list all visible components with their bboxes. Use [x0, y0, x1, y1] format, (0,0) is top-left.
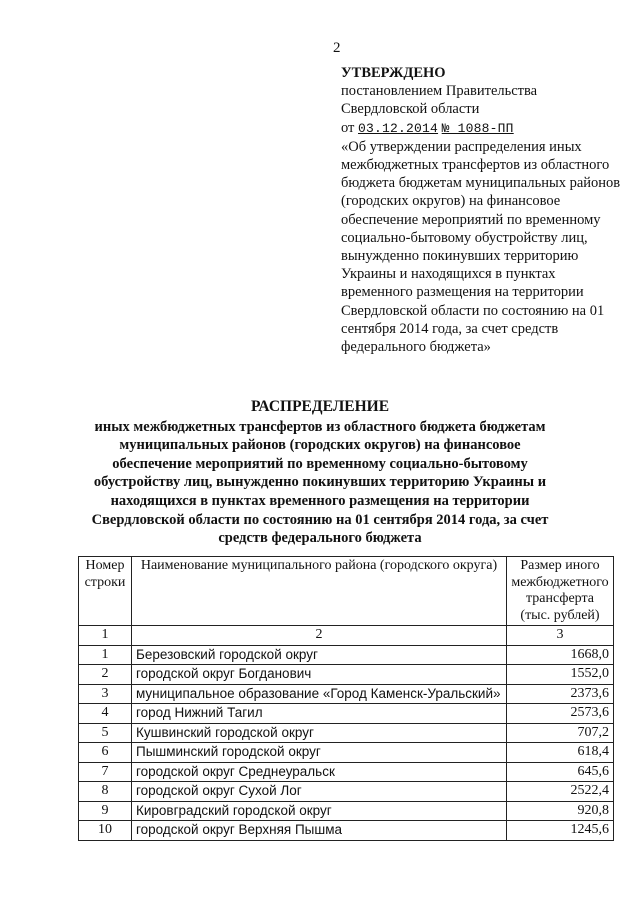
municipality-name: городской округ Сухой Лог — [132, 782, 507, 802]
row-number: 10 — [79, 821, 132, 841]
transfer-amount: 1552,0 — [507, 665, 614, 685]
heading-title: РАСПРЕДЕЛЕНИЕ — [250, 398, 390, 415]
approval-date: 03.12.2014 — [358, 120, 439, 136]
page-number: 2 — [333, 40, 341, 56]
table-row — [79, 704, 614, 724]
column-numbers-row — [79, 626, 614, 646]
row-number: 5 — [79, 723, 132, 743]
heading-subtitle: иных межбюджетных трансфертов из областного бюджета бюджетам муниципальных районов (городских округов) на финансовое обеспечение мероприятий по временному социально-бытовому обустройству лиц, вынужденно покинувших территорию Украины и находящихся в пунктах временного размещения на территории Свердловской области по состоянию на 01 сентября 2014 года, за счет средств федерального бюджета — [91, 418, 549, 547]
row-number: 8 — [79, 782, 132, 802]
approved-label: УТВЕРЖДЕНО — [341, 65, 446, 81]
transfer-amount: 645,6 — [507, 762, 614, 782]
column-number: 1 — [79, 626, 132, 646]
municipality-name: городской округ Среднеуральск — [132, 762, 507, 782]
row-number: 2 — [79, 665, 132, 685]
approval-line-1: постановлением Правительства — [341, 83, 538, 100]
transfer-amount: 707,2 — [507, 723, 614, 743]
row-number: 6 — [79, 743, 132, 763]
table-row — [79, 762, 614, 782]
table-row — [79, 645, 614, 665]
table-row — [79, 743, 614, 763]
table-row — [79, 782, 614, 802]
transfer-amount: 2522,4 — [507, 782, 614, 802]
column-number: 3 — [507, 626, 614, 646]
resolution-title: «Об утверждении распределения иных межбюджетных трансфертов из областного бюджета бюджетам муниципальных районов (городских округов) на финансовое обеспечение мероприятий по временному социально-бытовому обустройству лиц, вынужденно покинувших территорию Украины и находящихся в пунктах временного размещения на территории Свердловской области по состоянию на 01 сентября 2014 года, за счет средств федерального бюджета» — [341, 138, 621, 356]
transfer-amount: 1245,6 — [507, 821, 614, 841]
approval-number: № 1088-ПП — [441, 120, 514, 136]
distribution-table — [78, 556, 614, 841]
row-number: 4 — [79, 704, 132, 724]
header-row-number: Номер строки — [79, 557, 132, 626]
table-row — [79, 684, 614, 704]
table-row — [79, 665, 614, 685]
municipality-name: Кировградский городской округ — [132, 801, 507, 821]
date-prefix: от — [341, 119, 355, 136]
municipality-name: муниципальное образование «Город Каменск-Уральский» — [132, 684, 507, 704]
municipality-name: Пышминский городской округ — [132, 743, 507, 763]
municipality-name: городской округ Богданович — [132, 665, 507, 685]
header-amount: Размер иного межбюджетного трансферта (тыс. рублей) — [507, 557, 614, 626]
table-row — [79, 801, 614, 821]
document-heading — [78, 398, 562, 548]
row-number: 7 — [79, 762, 132, 782]
approval-line-2: Свердловской области — [341, 101, 480, 118]
row-number: 3 — [79, 684, 132, 704]
column-number: 2 — [132, 626, 507, 646]
transfer-amount: 618,4 — [507, 743, 614, 763]
municipality-name: город Нижний Тагил — [132, 704, 507, 724]
approval-date-line — [341, 119, 621, 138]
municipality-name: Березовский городской округ — [132, 645, 507, 665]
transfer-amount: 2373,6 — [507, 684, 614, 704]
approval-block — [341, 64, 621, 356]
row-number: 1 — [79, 645, 132, 665]
transfer-amount: 920,8 — [507, 801, 614, 821]
municipality-name: Кушвинский городской округ — [132, 723, 507, 743]
transfer-amount: 1668,0 — [507, 645, 614, 665]
municipality-name: городской округ Верхняя Пышма — [132, 821, 507, 841]
transfer-amount: 2573,6 — [507, 704, 614, 724]
table-header-row — [79, 557, 614, 626]
table-row — [79, 821, 614, 841]
table-row — [79, 723, 614, 743]
row-number: 9 — [79, 801, 132, 821]
header-municipality: Наименование муниципального района (городского округа) — [132, 557, 507, 626]
